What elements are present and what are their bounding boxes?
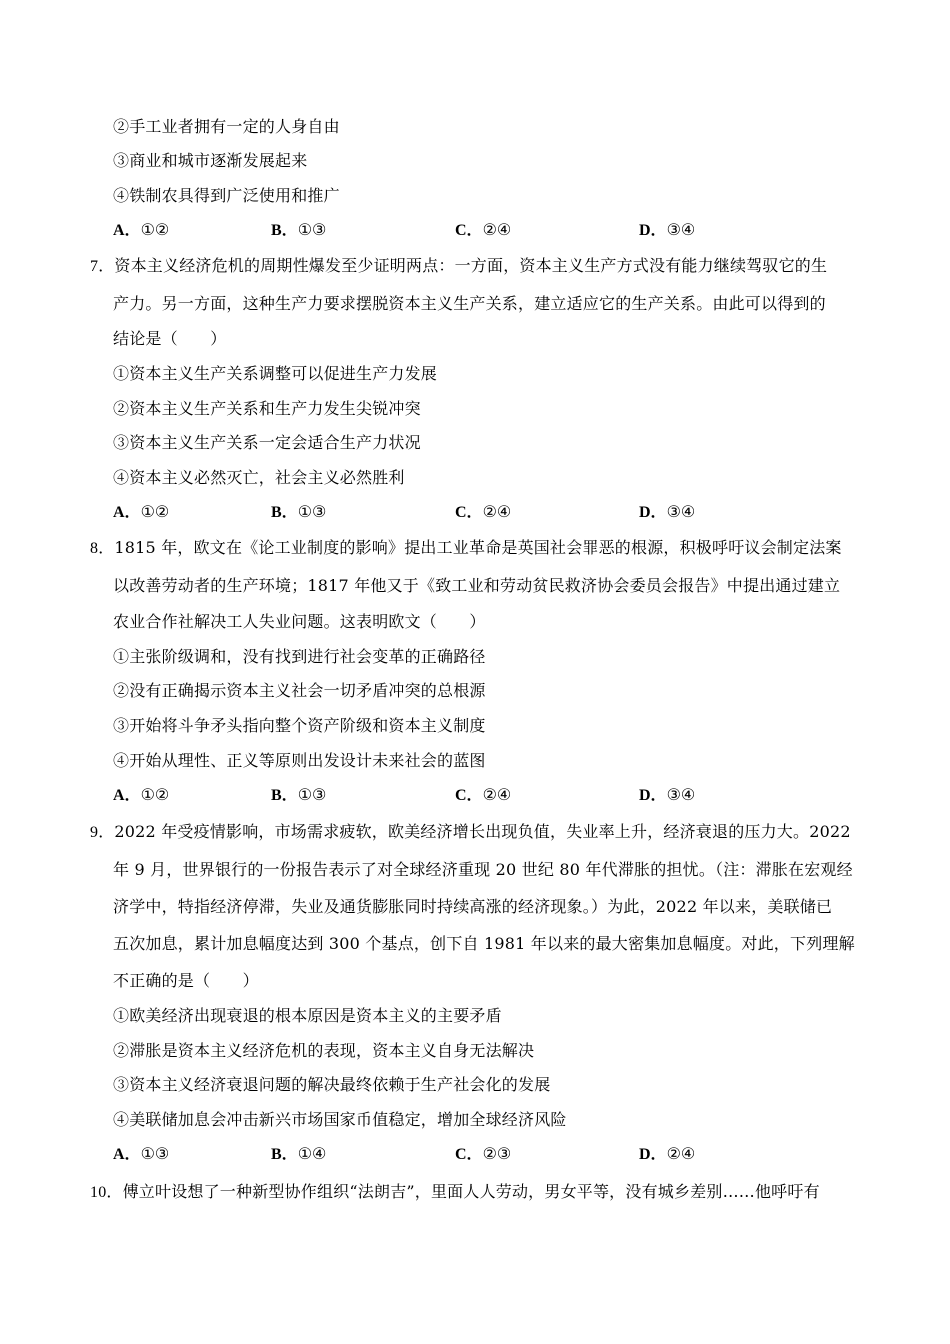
q7-option-d[interactable]: [639, 502, 695, 523]
q9-option-b[interactable]: [271, 1144, 326, 1165]
q7-item-3: ③资本主义生产关系一定会适合生产力状况: [113, 433, 421, 452]
q8-option-c-text: ②④: [482, 785, 512, 804]
q9-option-c[interactable]: [455, 1144, 511, 1165]
option-letter-d: D．: [639, 787, 667, 804]
q7-stem-line-2: 产力。另一方面，这种生产力要求摆脱资本主义生产关系，建立适应它的生产关系。由此可以得到的: [113, 294, 826, 313]
q8-stem-line-3: 农业合作社解决工人失业问题。这表明欧文（ ）: [113, 612, 486, 631]
q9-stem-text-1: 2022 年受疫情影响，市场需求疲软，欧美经济增长出现负值，失业率上升，经济衰退的压力大。2022: [114, 822, 851, 841]
q10-number: 10．: [90, 1184, 123, 1201]
q9-item-3: ③资本主义经济衰退问题的解决最终依赖于生产社会化的发展: [113, 1075, 551, 1094]
q8-option-d[interactable]: [639, 785, 695, 806]
option-letter-a: A．: [113, 1146, 141, 1163]
q6-option-b[interactable]: [271, 220, 326, 241]
q10-stem-line-1: [90, 1182, 820, 1202]
q8-item-1: ①主张阶级调和，没有找到进行社会变革的正确路径: [113, 647, 486, 666]
q6-item-2: ②手工业者拥有一定的人身自由: [113, 117, 340, 136]
q7-stem-text-1: 资本主义经济危机的周期性爆发至少证明两点：一方面，资本主义生产方式没有能力继续驾驭它的生: [114, 256, 828, 275]
q8-option-a[interactable]: [113, 785, 169, 806]
option-letter-a: A．: [113, 222, 141, 239]
option-letter-c: C．: [455, 504, 483, 521]
q10-stem-text-1: 傅立叶设想了一种新型协作组织“法朗吉”，里面人人劳动，男女平等，没有城乡差别……他呼吁有: [122, 1182, 820, 1201]
q8-option-d-text: ③④: [666, 785, 696, 804]
q9-item-2: ②滞胀是资本主义经济危机的表现，资本主义自身无法解决: [113, 1041, 535, 1060]
q9-option-d[interactable]: [639, 1144, 695, 1165]
q8-options: [113, 785, 853, 805]
q7-option-c-text: ②④: [482, 502, 512, 521]
q6-option-d-text: ③④: [666, 220, 696, 239]
q6-option-c-text: ②④: [482, 220, 512, 239]
option-letter-c: C．: [455, 787, 483, 804]
q7-option-a[interactable]: [113, 502, 169, 523]
q9-options: [113, 1144, 853, 1164]
q9-item-4: ④美联储加息会冲击新兴市场国家币值稳定，增加全球经济风险: [113, 1110, 567, 1129]
q9-option-a[interactable]: [113, 1144, 169, 1165]
q6-item-4: ④铁制农具得到广泛使用和推广: [113, 186, 340, 205]
option-letter-c: C．: [455, 1146, 483, 1163]
q8-option-a-text: ①②: [140, 785, 170, 804]
option-letter-d: D．: [639, 222, 667, 239]
q9-option-a-text: ①③: [140, 1144, 170, 1163]
q8-number: 8．: [90, 540, 115, 557]
q8-item-2: ②没有正确揭示资本主义社会一切矛盾冲突的总根源: [113, 681, 486, 700]
q7-option-c[interactable]: [455, 502, 511, 523]
q6-option-a-text: ①②: [140, 220, 170, 239]
option-letter-d: D．: [639, 1146, 667, 1163]
q6-option-d[interactable]: [639, 220, 695, 241]
option-letter-b: B．: [271, 787, 298, 804]
q6-item-3: ③商业和城市逐渐发展起来: [113, 151, 308, 170]
q7-item-4: ④资本主义必然灭亡，社会主义必然胜利: [113, 468, 405, 487]
option-letter-b: B．: [271, 1146, 298, 1163]
q9-option-b-text: ①④: [297, 1144, 327, 1163]
q7-option-b-text: ①③: [297, 502, 327, 521]
q6-option-b-text: ①③: [297, 220, 327, 239]
q9-stem-line-3: 济学中，特指经济停滞，失业及通货膨胀同时持续高涨的经济现象。）为此，2022 年以来，美联储已: [113, 897, 833, 916]
q6-option-a[interactable]: [113, 220, 169, 241]
option-letter-d: D．: [639, 504, 667, 521]
q7-number: 7．: [90, 258, 115, 275]
q7-option-a-text: ①②: [140, 502, 170, 521]
q7-stem-line-1: [90, 256, 827, 276]
q8-stem-line-2: 以改善劳动者的生产环境；1817 年他又于《致工业和劳动贫民救济协会委员会报告》中提出通过建立: [113, 576, 841, 595]
q6-option-c[interactable]: [455, 220, 511, 241]
q9-option-c-text: ②③: [482, 1144, 512, 1163]
q9-stem-line-1: [90, 822, 851, 842]
q7-option-d-text: ③④: [666, 502, 696, 521]
q8-option-c[interactable]: [455, 785, 511, 806]
q9-stem-line-5: 不正确的是（ ）: [113, 971, 259, 990]
option-letter-c: C．: [455, 222, 483, 239]
q8-item-3: ③开始将斗争矛头指向整个资产阶级和资本主义制度: [113, 716, 486, 735]
q6-options: [113, 220, 853, 240]
option-letter-b: B．: [271, 504, 298, 521]
q7-item-2: ②资本主义生产关系和生产力发生尖锐冲突: [113, 399, 421, 418]
q7-stem-line-3: 结论是（ ）: [113, 329, 227, 348]
option-letter-a: A．: [113, 787, 141, 804]
q8-item-4: ④开始从理性、正义等原则出发设计未来社会的蓝图: [113, 751, 486, 770]
q9-item-1: ①欧美经济出现衰退的根本原因是资本主义的主要矛盾: [113, 1006, 502, 1025]
option-letter-b: B．: [271, 222, 298, 239]
q9-number: 9．: [90, 824, 115, 841]
option-letter-a: A．: [113, 504, 141, 521]
q8-stem-line-1: [90, 538, 842, 558]
q8-option-b-text: ①③: [297, 785, 327, 804]
q8-stem-text-1: 1815 年，欧文在《论工业制度的影响》提出工业革命是英国社会罪恶的根源，积极呼吁议会制定法案: [114, 538, 842, 557]
q7-options: [113, 502, 853, 522]
q9-option-d-text: ②④: [666, 1144, 696, 1163]
q7-item-1: ①资本主义生产关系调整可以促进生产力发展: [113, 364, 438, 383]
q8-option-b[interactable]: [271, 785, 326, 806]
q9-stem-line-4: 五次加息，累计加息幅度达到 300 个基点，创下自 1981 年以来的最大密集加息幅度。对此，下列理解: [113, 934, 855, 953]
q7-option-b[interactable]: [271, 502, 326, 523]
q9-stem-line-2: 年 9 月，世界银行的一份报告表示了对全球经济重现 20 世纪 80 年代滞胀的担忧。（注：滞胀在宏观经: [113, 860, 853, 879]
